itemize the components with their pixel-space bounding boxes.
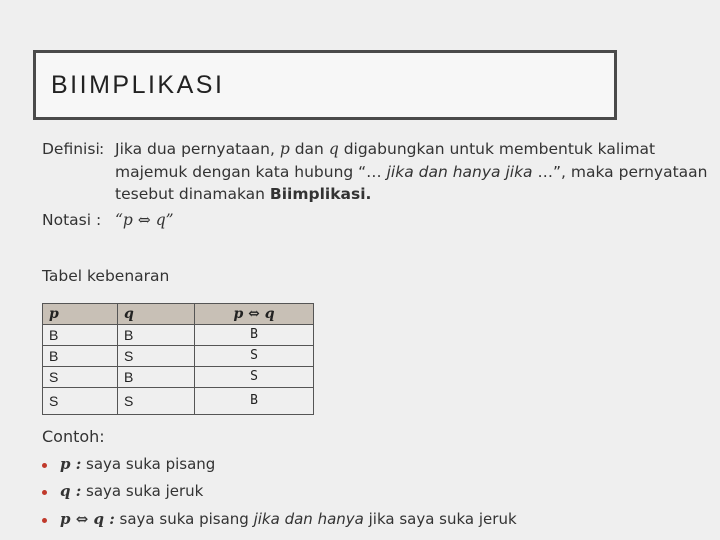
notation-value: “p ⇔ q” [115, 211, 174, 229]
definition-italic-text: jika dan hanya jika [386, 163, 533, 181]
example-text: saya suka jeruk [86, 482, 204, 500]
table-row [43, 388, 314, 415]
definition-text: dan [294, 140, 324, 158]
definition-text: majemuk dengan kata hubung “… [115, 163, 382, 181]
example-item-2 [60, 482, 203, 500]
definition-text: Jika dua pernyataan, [115, 140, 275, 158]
definition-separator: : [99, 140, 105, 158]
example-item-1 [60, 455, 215, 473]
table-cell: S [118, 388, 195, 415]
example-variable: p ⇔ q : [60, 510, 115, 528]
variable-q: q [328, 140, 339, 158]
example-text: saya suka pisang [119, 510, 249, 528]
table-row [43, 367, 314, 388]
truth-table-heading: Tabel kebenaran [42, 267, 170, 285]
bullet-dot [42, 490, 47, 495]
notation-label: Notasi : [42, 211, 102, 229]
example-text: jika saya suka jeruk [368, 510, 517, 528]
table-cell: B [195, 388, 314, 415]
table-cell: S [195, 367, 314, 388]
truth-table [42, 303, 314, 415]
table-row [43, 325, 314, 346]
table-cell: B [43, 346, 118, 367]
example-variable: q : [60, 482, 82, 500]
table-cell: B [118, 325, 195, 346]
definition-line-2 [115, 163, 707, 181]
bullet-dot [42, 518, 47, 523]
variable-p: p [279, 140, 290, 158]
example-italic-text: jika dan hanya [253, 510, 364, 528]
table-cell: B [195, 325, 314, 346]
definition-text: …”, maka pernyataan [537, 163, 708, 181]
table-header-p: p [43, 304, 118, 325]
table-cell: B [43, 325, 118, 346]
table-cell: S [118, 346, 195, 367]
title-box [33, 50, 617, 120]
table-cell: S [43, 388, 118, 415]
example-variable: p : [60, 455, 82, 473]
table-header-row [43, 304, 314, 325]
example-item-3 [60, 510, 517, 528]
definition-line-3 [115, 185, 371, 203]
definition-text: tesebut dinamakan [115, 185, 265, 203]
table-header-q: q [118, 304, 195, 325]
definition-label: Definisi [42, 140, 100, 158]
table-header-biimplication: p ⇔ q [195, 304, 314, 325]
example-heading: Contoh: [42, 427, 105, 446]
definition-line-1 [115, 140, 655, 158]
table-cell: S [195, 346, 314, 367]
table-cell: B [118, 367, 195, 388]
page-title: BIIMPLIKASI [51, 71, 225, 99]
example-text: saya suka pisang [86, 455, 216, 473]
definition-text: digabungkan untuk membentuk kalimat [343, 140, 656, 158]
table-cell: S [43, 367, 118, 388]
table-row [43, 346, 314, 367]
definition-bold-term: Biimplikasi. [269, 185, 372, 203]
bullet-dot [42, 463, 47, 468]
